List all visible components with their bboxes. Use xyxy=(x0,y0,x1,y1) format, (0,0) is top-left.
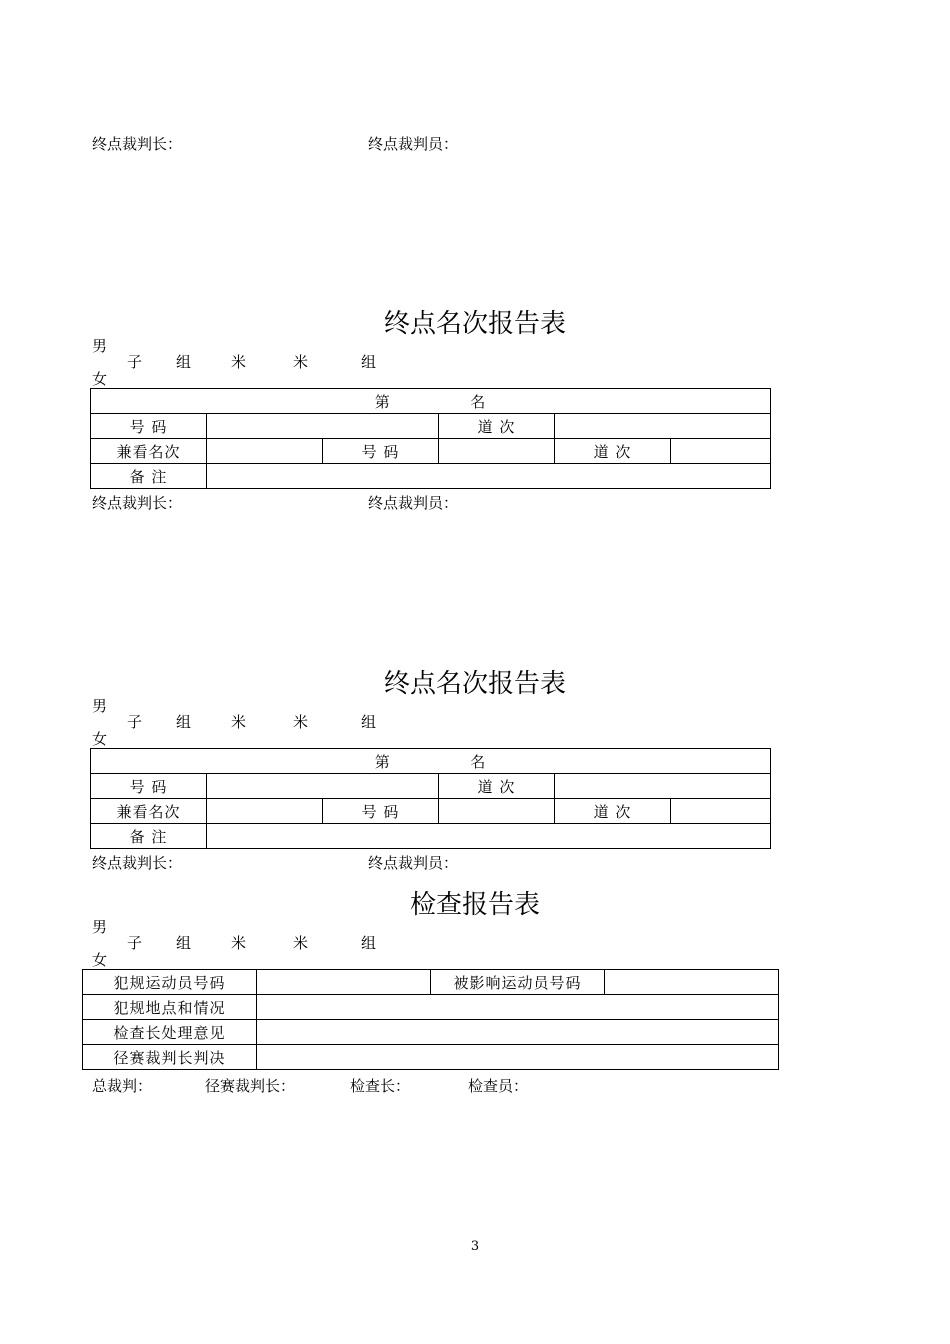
gender-female-label: 女 xyxy=(92,951,108,969)
finish-1-judge-label: 终点裁判员： xyxy=(368,494,459,512)
group-char-zu2: 组 xyxy=(361,713,377,731)
number-lane-row xyxy=(91,774,771,799)
rank-suffix: 名 xyxy=(470,392,487,411)
inspection-report-table xyxy=(82,969,779,1070)
number-lane-row xyxy=(91,414,771,439)
gender-male-label: 男 xyxy=(92,918,108,936)
gender-female-label: 女 xyxy=(92,370,108,388)
finish-report-2-table xyxy=(90,748,771,849)
page-number: 3 xyxy=(470,1239,480,1254)
lane-input-cell[interactable] xyxy=(555,414,771,439)
violator-input-cell[interactable] xyxy=(257,970,431,995)
number-label: 号 码 xyxy=(91,774,207,799)
affected-label: 被影响运动员号码 xyxy=(431,970,605,995)
rank-row xyxy=(91,749,771,774)
opinion-row xyxy=(83,1020,779,1045)
violator-row xyxy=(83,970,779,995)
lane2-label: 道 次 xyxy=(555,439,671,464)
group-char-zu2: 组 xyxy=(361,934,377,952)
number-label: 号 码 xyxy=(91,414,207,439)
finish-report-1-title: 终点名次报告表 xyxy=(383,309,566,339)
lane-label: 道 次 xyxy=(439,414,555,439)
group-char-zi: 子 xyxy=(127,713,143,731)
group-char-mi: 米 xyxy=(231,934,247,952)
gender-male-label: 男 xyxy=(92,697,108,715)
remark-input-cell[interactable] xyxy=(207,464,771,489)
finish-2-chief-judge-label: 终点裁判长： xyxy=(92,854,183,872)
rank-prefix: 第 xyxy=(374,752,391,771)
group-char-zu2: 组 xyxy=(361,353,377,371)
remark-row xyxy=(91,464,771,489)
group-char-zi: 子 xyxy=(127,934,143,952)
violator-label: 犯规运动员号码 xyxy=(83,970,257,995)
finish-report-2-title: 终点名次报告表 xyxy=(383,669,566,699)
location-label: 犯规地点和情况 xyxy=(83,995,257,1020)
finish-2-judge-label: 终点裁判员： xyxy=(368,854,459,872)
group-char-zu: 组 xyxy=(176,934,192,952)
lane2-input-cell[interactable] xyxy=(671,439,771,464)
group-char-zu: 组 xyxy=(176,713,192,731)
number-input-cell[interactable] xyxy=(207,414,439,439)
decision-row xyxy=(83,1045,779,1070)
sig-referee-label: 总裁判： xyxy=(92,1077,153,1095)
also-rank-row xyxy=(91,439,771,464)
location-row xyxy=(83,995,779,1020)
rank-prefix: 第 xyxy=(374,392,391,411)
number-input-cell[interactable] xyxy=(207,774,439,799)
number2-label: 号 码 xyxy=(323,439,439,464)
opinion-input-cell[interactable] xyxy=(257,1020,779,1045)
group-char-mi: 米 xyxy=(231,713,247,731)
rank-suffix: 名 xyxy=(470,752,487,771)
finish-report-1-table xyxy=(90,388,771,489)
number2-input-cell[interactable] xyxy=(439,799,555,824)
lane2-label: 道 次 xyxy=(555,799,671,824)
sig-track-chief-label: 径赛裁判长： xyxy=(205,1077,296,1095)
number2-input-cell[interactable] xyxy=(439,439,555,464)
lane-input-cell[interactable] xyxy=(555,774,771,799)
lane-label: 道 次 xyxy=(439,774,555,799)
rank-cell xyxy=(91,389,771,414)
also-rank-row xyxy=(91,799,771,824)
remark-label: 备 注 xyxy=(91,824,207,849)
also-rank-input-cell[interactable] xyxy=(207,799,323,824)
rank-cell xyxy=(91,749,771,774)
group-char-mi: 米 xyxy=(231,353,247,371)
inspection-report-title: 检查报告表 xyxy=(409,890,540,920)
decision-label: 径赛裁判长判决 xyxy=(83,1045,257,1070)
also-rank-label: 兼看名次 xyxy=(91,799,207,824)
group-char-mi2: 米 xyxy=(293,353,309,371)
lane2-input-cell[interactable] xyxy=(671,799,771,824)
also-rank-label: 兼看名次 xyxy=(91,439,207,464)
sig-inspector-label: 检查员： xyxy=(468,1077,529,1095)
remark-input-cell[interactable] xyxy=(207,824,771,849)
remark-row xyxy=(91,824,771,849)
gender-female-label: 女 xyxy=(92,730,108,748)
sig-inspection-chief-label: 检查长： xyxy=(350,1077,411,1095)
group-char-mi2: 米 xyxy=(293,934,309,952)
group-char-zi: 子 xyxy=(127,353,143,371)
finish-1-chief-judge-label: 终点裁判长： xyxy=(92,494,183,512)
decision-input-cell[interactable] xyxy=(257,1045,779,1070)
group-char-zu: 组 xyxy=(176,353,192,371)
gender-male-label: 男 xyxy=(92,337,108,355)
top-chief-judge-label: 终点裁判长： xyxy=(92,135,183,153)
rank-row xyxy=(91,389,771,414)
location-input-cell[interactable] xyxy=(257,995,779,1020)
affected-input-cell[interactable] xyxy=(605,970,779,995)
also-rank-input-cell[interactable] xyxy=(207,439,323,464)
remark-label: 备 注 xyxy=(91,464,207,489)
group-char-mi2: 米 xyxy=(293,713,309,731)
top-judge-label: 终点裁判员： xyxy=(368,135,459,153)
opinion-label: 检查长处理意见 xyxy=(83,1020,257,1045)
number2-label: 号 码 xyxy=(323,799,439,824)
